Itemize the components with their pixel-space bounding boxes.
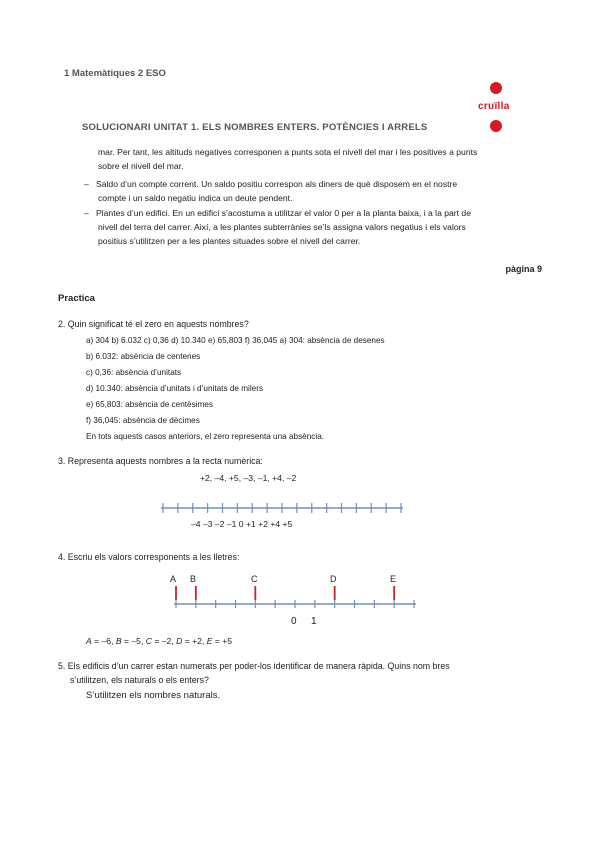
q3-number-line [155,498,410,518]
bullet-1-line-1: Saldo d’un compte corrent. Un saldo positiu correspon als diners de què disposem en el nostre [96,179,458,189]
q4-number-line [160,584,430,614]
q4-zero-label: 0 [291,616,297,627]
q4-letter-b: B [190,574,197,584]
subject-header: 1 Matemàtiques 2 ESO [64,68,166,79]
q3-numbers: +2, –4, +5, –3, –1, +4, –2 [200,473,297,483]
page-title: SOLUCIONARI UNITAT 1. ELS NOMBRES ENTERS. POTÈNCIES I ARRELS [82,122,428,133]
page-number: pàgina 9 [505,264,542,274]
val-a: = –6, [91,636,116,646]
bullet-dash: – [84,179,89,189]
q2-answer-line: e) 65,803: absència de centèsimes [86,400,213,409]
var-a: A [86,636,92,646]
intro-line-2: sobre el nivell del mar. [98,161,184,171]
q3-question: 3. Representa aquests nombres a la recta numèrica: [58,456,263,466]
section-title: Practica [58,293,95,304]
q4-question: 4. Escriu els valors corresponents a les lletres: [58,552,240,562]
val-e: = +5 [212,636,233,646]
val-b: = –5, [121,636,146,646]
q2-answer-line: c) 0,36: absència d’unitats [86,368,182,377]
q2-answer-line: b) 6.032: absència de centenes [86,352,201,361]
q4-markers [176,586,394,600]
intro-line-1: mar. Per tant, les altituds negatives corresponen a punts sota el nivell del mar i les positives a punts [98,147,478,157]
q5-answer: S’utilitzen els nombres naturals. [86,690,221,701]
q3-axis-labels: –4 –3 –2 –1 0 +1 +2 +4 +5 [191,519,293,529]
q4-letter-a: A [170,574,177,584]
q2-question: 2. Quin significat té el zero en aquests nombres? [58,319,249,329]
logo-dot-bottom [490,120,502,132]
q2-answer-line: a) 304 b) 6.032 c) 0,36 d) 10.340 e) 65,803 f) 36,045 a) 304: absència de desenes [86,336,385,345]
val-d: = +2, [182,636,207,646]
logo-dot-top [490,82,502,94]
q4-letter-d: D [330,574,337,584]
publisher-logo: cruïlla [478,101,510,112]
bullet-dash: – [84,208,89,218]
q5-question-line-2: s’utilitzen, els naturals o els enters? [70,675,209,685]
q4-letter-c: C [251,574,258,584]
var-b: B [115,636,122,646]
bullet-1-line-2: compte i un saldo negatiu indica un deute pendent. [98,193,293,203]
q4-letter-e: E [390,574,397,584]
bullet-2-line-3: positius s’utilitzen per a les plantes situades sobre el nivell del carrer. [98,236,361,246]
bullet-2-line-1: Plantes d’un edifici. En un edifici s’acostuma a utilitzar el valor 0 per a la planta baixa, i a la part de [96,208,471,218]
q4-answer [86,636,232,646]
var-c: C [145,636,152,646]
bullet-2-line-2: nivell del terra del carrer. Així, a les plantes subterrànies se’ls assigna valors negatius i els valors [98,222,466,232]
val-c: = –2, [151,636,177,646]
var-d: D [176,636,183,646]
q2-answer-line: f) 36,045: absència de dècimes [86,416,200,425]
q5-question-line-1: 5. Els edificis d’un carrer estan numerats per poder-los identificar de manera ràpida. Quins nom bres [58,661,450,671]
q2-answer-line: d) 10.340: absència d’unitats i d’unitats de milers [86,384,264,393]
q4-one-label: 1 [311,616,317,627]
q2-conclusion: En tots aquests casos anteriors, el zero representa una absència. [86,432,325,441]
var-e: E [206,636,213,646]
q4-figure [160,570,430,630]
